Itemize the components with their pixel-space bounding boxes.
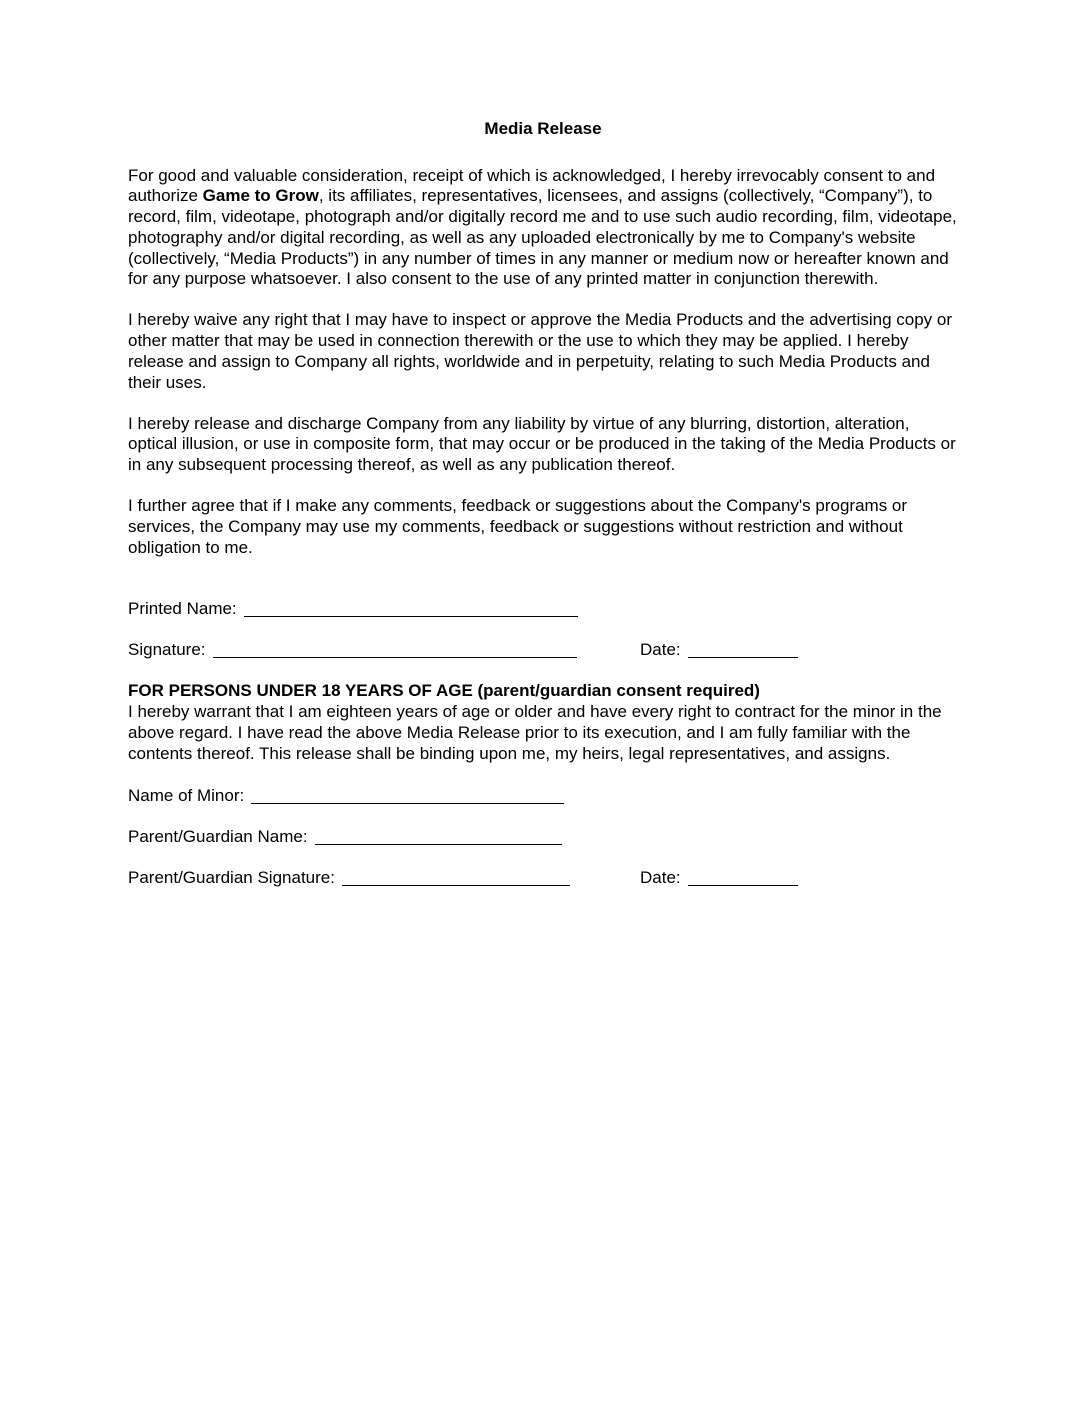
name-of-minor-line <box>251 792 564 804</box>
consent-text-post: , its affiliates, representatives, licensees, and assigns (collectively, “Company”), to record, film, videotape, photograph and/or digitally record me and to use such audio recording, film, videotape, photography and/or digital recording, as well as any uploaded electronically by me to Company's website (collectively, “Media Products”) in any number of times in any manner or medium now or hereafter known and for any purpose whatsoever. I also consent to the use of any printed matter in conjunction therewith. <box>128 186 957 289</box>
printed-name-label: Printed Name: <box>128 599 237 619</box>
parent-guardian-name-label: Parent/Guardian Name: <box>128 827 308 847</box>
company-name: Game to Grow <box>202 186 319 206</box>
signature-line <box>213 646 577 658</box>
parent-date-group <box>640 868 798 889</box>
date-label: Date: <box>640 640 681 660</box>
parent-date-line <box>688 874 798 886</box>
parent-guardian-name-line <box>315 833 562 845</box>
parent-date-label: Date: <box>640 868 681 888</box>
parent-guardian-signature-line <box>342 874 570 886</box>
name-of-minor-row <box>128 786 958 807</box>
parent-guardian-name-row <box>128 827 958 848</box>
date-line <box>688 646 798 658</box>
minor-section-heading: FOR PERSONS UNDER 18 YEARS OF AGE (parent/guardian consent required) <box>128 681 760 701</box>
parent-guardian-signature-label: Parent/Guardian Signature: <box>128 868 335 888</box>
paragraph-waiver: I hereby waive any right that I may have to inspect or approve the Media Products and the advertising copy or other matter that may be used in connection therewith or the use to which they may be applied. I hereby release and assign to Company all rights, worldwide and in perpetuity, relating to such Media Products and their uses. <box>128 310 953 392</box>
document-title: Media Release <box>484 119 602 138</box>
printed-name-line <box>244 605 578 617</box>
signature-date-group <box>640 640 798 661</box>
consent-text-pre: For good and valuable consideration, receipt of which is acknowledged, I hereby irrevocably consent to and authorize <box>128 165 936 206</box>
parent-guardian-signature-row <box>128 868 958 889</box>
paragraph-feedback: I further agree that if I make any comments, feedback or suggestions about the Company's programs or services, the Company may use my comments, feedback or suggestions without restriction and without obligation to me. <box>128 496 908 557</box>
signature-label: Signature: <box>128 640 206 660</box>
printed-name-row <box>128 599 958 620</box>
name-of-minor-label: Name of Minor: <box>128 786 245 806</box>
paragraph-consent <box>128 166 958 290</box>
signature-row <box>128 640 958 661</box>
minor-warrant-paragraph: I hereby warrant that I am eighteen years of age or older and have every right to contract for the minor in the above regard. I have read the above Media Release prior to its execution, and I am fully familiar with the contents thereof. This release shall be binding upon me, my heirs, legal representatives, and assigns. <box>128 702 942 763</box>
paragraph-liability: I hereby release and discharge Company from any liability by virtue of any blurring, distortion, alteration, optical illusion, or use in composite form, that may occur or be produced in the taking of the Media Products or in any subsequent processing thereof, as well as any publication thereof. <box>128 413 956 475</box>
